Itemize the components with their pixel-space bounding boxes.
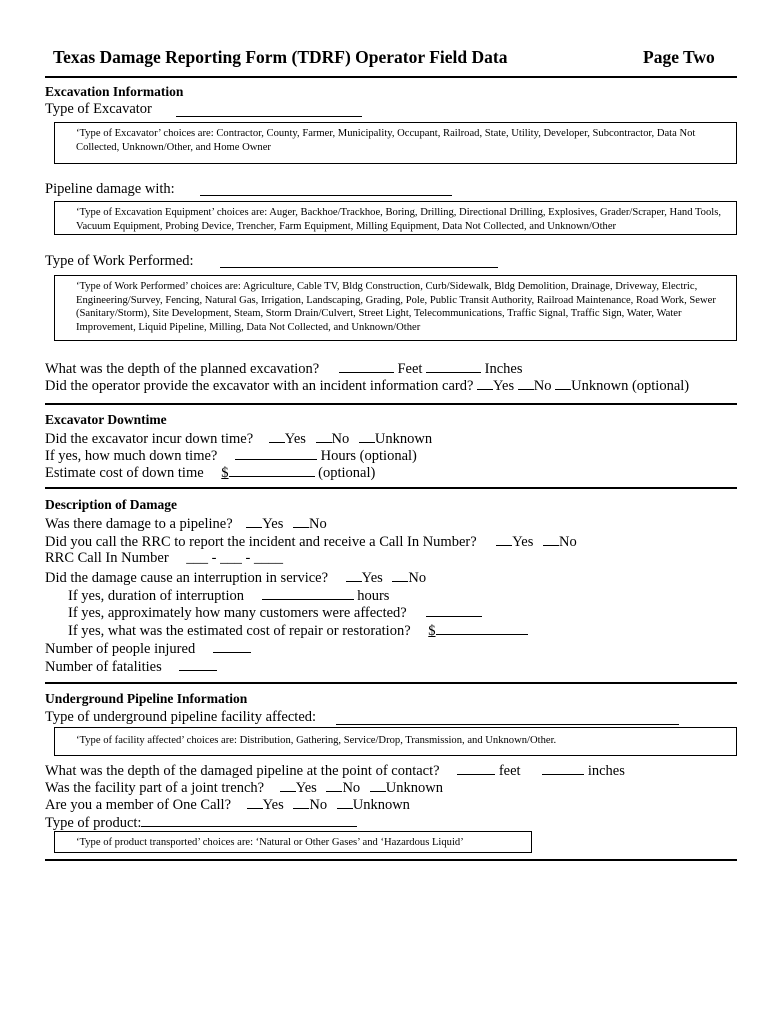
info-card-unknown: Unknown (optional): [571, 378, 690, 394]
equipment-note: ‘Type of Excavation Equipment’ choices are: Auger, Backhoe/Trackhoe, Boring, Drilling, Directional Drilling, Explosives, Grader/Scraper, Hand Tools, Vacuum Equipment, Probing Device, Trencher, Farm Equipment, Milling Equipment, Data Not Collected, and Unknown/Other: [54, 201, 737, 235]
repair-cost-field[interactable]: [436, 621, 528, 635]
info-card-question: Did the operator provide the excavator with an incident information card?: [45, 378, 474, 394]
downtime-unknown: Unknown: [374, 431, 433, 447]
inches-label: Inches: [484, 361, 523, 377]
one-call-question: Are you a member of One Call?: [45, 797, 232, 813]
one-call-yes-blank[interactable]: [247, 795, 263, 809]
excavator-type-label: Type of Excavator: [45, 101, 152, 117]
info-card-no: No: [533, 378, 552, 394]
repair-cost-question: If yes, what was the estimated cost of repair or restoration?: [68, 623, 411, 639]
one-call-no-blank[interactable]: [293, 795, 309, 809]
rrc-call-question: Did you call the RRC to report the incident and receive a Call In Number?: [45, 534, 477, 550]
feet-label: Feet: [397, 361, 423, 377]
divider: [45, 76, 737, 78]
downtime-cost-question: Estimate cost of down time: [45, 465, 204, 481]
pipeline-damage-field[interactable]: [200, 182, 452, 196]
interruption-question: Did the damage cause an interruption in service?: [45, 570, 329, 586]
interruption-duration-question: If yes, duration of interruption: [68, 588, 244, 604]
work-performed-field[interactable]: [220, 254, 498, 268]
downtime-yes-blank[interactable]: [269, 429, 285, 443]
joint-trench-no: No: [342, 780, 361, 796]
excavation-heading: Excavation Information: [45, 84, 184, 99]
pipeline-depth-feet-field[interactable]: [457, 761, 495, 775]
rrc-number-label: RRC Call In Number: [45, 550, 169, 566]
planned-depth-inches-field[interactable]: [426, 359, 481, 373]
divider: [45, 487, 737, 489]
work-performed-note: ‘Type of Work Performed’ choices are: Agriculture, Cable TV, Bldg Construction, Curb/Sidewalk, Bldg Demolition, Drainage, Driveway, Electric, Engineering/Survey, Fencing, Natural Gas, Irrigation, Landscaping, Grading, Pole, Public Transit Authority, Railroad Maintenance, Road Work, Sewer (Sanitary/Storm), Site Development, Steam, Storm Drain/Culvert, Street Light, Telecommunications, Traffic Signal, Traffic Sign, Water, Water Improvement, Liquid Pipeline, Milling, Data Not Collected, and Unknown/Other: [54, 275, 737, 341]
info-card-yes: Yes: [493, 378, 515, 394]
pipeline-depth-feet-label: feet: [498, 763, 521, 779]
downtime-question: Did the excavator incur down time?: [45, 431, 254, 447]
pipeline-damage-no-blank[interactable]: [293, 514, 309, 528]
product-type-field[interactable]: [141, 813, 357, 827]
one-call-yes: Yes: [262, 797, 284, 813]
joint-trench-unknown-blank[interactable]: [370, 778, 386, 792]
one-call-unknown: Unknown: [352, 797, 410, 813]
rrc-call-yes: Yes: [512, 534, 534, 550]
downtime-unknown-blank[interactable]: [359, 429, 375, 443]
joint-trench-yes-blank[interactable]: [280, 778, 296, 792]
injured-field[interactable]: [213, 639, 251, 653]
downtime-no-blank[interactable]: [316, 429, 332, 443]
facility-type-note: ‘Type of facility affected’ choices are: Distribution, Gathering, Service/Drop, Transmission, and Unknown/Other.: [54, 727, 737, 756]
work-performed-label: Type of Work Performed:: [45, 253, 194, 269]
interruption-yes-blank[interactable]: [346, 568, 362, 582]
info-card-no-blank[interactable]: [518, 376, 534, 390]
pipeline-damage-no: No: [309, 516, 327, 532]
injured-label: Number of people injured: [45, 641, 196, 657]
pipeline-damage-label: Pipeline damage with:: [45, 181, 175, 197]
pipeline-depth-question: What was the depth of the damaged pipeline at the point of contact?: [45, 763, 440, 779]
pipeline-damage-question: Was there damage to a pipeline?: [45, 516, 233, 532]
joint-trench-question: Was the facility part of a joint trench?: [45, 780, 265, 796]
product-type-note: ‘Type of product transported’ choices are: ‘Natural or Other Gases’ and ‘Hazardous Liquid’: [54, 831, 532, 853]
facility-type-field[interactable]: [336, 711, 679, 725]
excavator-type-field[interactable]: [176, 103, 362, 117]
joint-trench-unknown: Unknown: [385, 780, 443, 796]
one-call-no: No: [309, 797, 328, 813]
downtime-cost-field[interactable]: [229, 463, 315, 477]
pipeline-damage-yes-blank[interactable]: [246, 514, 262, 528]
page-number: Page Two: [643, 47, 715, 67]
downtime-hours-field[interactable]: [235, 446, 317, 460]
facility-type-label: Type of underground pipeline facility affected:: [45, 709, 317, 725]
rrc-call-no: No: [559, 534, 577, 550]
planned-depth-question: What was the depth of the planned excavation?: [45, 361, 320, 377]
fatalities-label: Number of fatalities: [45, 659, 162, 675]
rrc-number-field[interactable]: ___ - ___ - ____: [186, 550, 283, 566]
pipeline-depth-inches-label: inches: [587, 763, 625, 779]
page-title: Texas Damage Reporting Form (TDRF) Operator Field Data: [53, 47, 508, 67]
rrc-call-yes-blank[interactable]: [496, 532, 512, 546]
interruption-duration-field[interactable]: [262, 586, 354, 600]
fatalities-field[interactable]: [179, 657, 217, 671]
interruption-no-blank[interactable]: [392, 568, 408, 582]
pipeline-depth-inches-field[interactable]: [542, 761, 584, 775]
downtime-cost-optional: (optional): [318, 465, 376, 481]
interruption-yes: Yes: [361, 570, 383, 586]
downtime-no: No: [331, 431, 350, 447]
downtime-hours-label: Hours (optional): [320, 448, 417, 464]
customers-affected-field[interactable]: [426, 603, 482, 617]
underground-heading: Underground Pipeline Information: [45, 691, 248, 706]
planned-depth-feet-field[interactable]: [339, 359, 394, 373]
damage-heading: Description of Damage: [45, 497, 177, 512]
pipeline-damage-yes: Yes: [262, 516, 284, 532]
customers-affected-question: If yes, approximately how many customers were affected?: [68, 605, 407, 621]
divider: [45, 403, 737, 405]
one-call-unknown-blank[interactable]: [337, 795, 353, 809]
dollar-sign: $: [221, 465, 229, 481]
divider: [45, 859, 737, 861]
dollar-sign: $: [428, 623, 436, 639]
downtime-amount-question: If yes, how much down time?: [45, 448, 218, 464]
downtime-yes: Yes: [284, 431, 306, 447]
excavator-type-note: ‘Type of Excavator’ choices are: Contractor, County, Farmer, Municipality, Occupant, Railroad, State, Utility, Developer, Subcontractor, Data Not Collected, Unknown/Other, and Home Owner: [54, 122, 737, 164]
product-type-label: Type of product:: [45, 815, 142, 831]
info-card-unknown-blank[interactable]: [555, 376, 571, 390]
divider: [45, 682, 737, 684]
hours-label: hours: [357, 588, 390, 604]
joint-trench-yes: Yes: [295, 780, 317, 796]
info-card-yes-blank[interactable]: [477, 376, 493, 390]
interruption-no: No: [408, 570, 427, 586]
downtime-heading: Excavator Downtime: [45, 412, 167, 427]
joint-trench-no-blank[interactable]: [326, 778, 342, 792]
rrc-call-no-blank[interactable]: [543, 532, 559, 546]
